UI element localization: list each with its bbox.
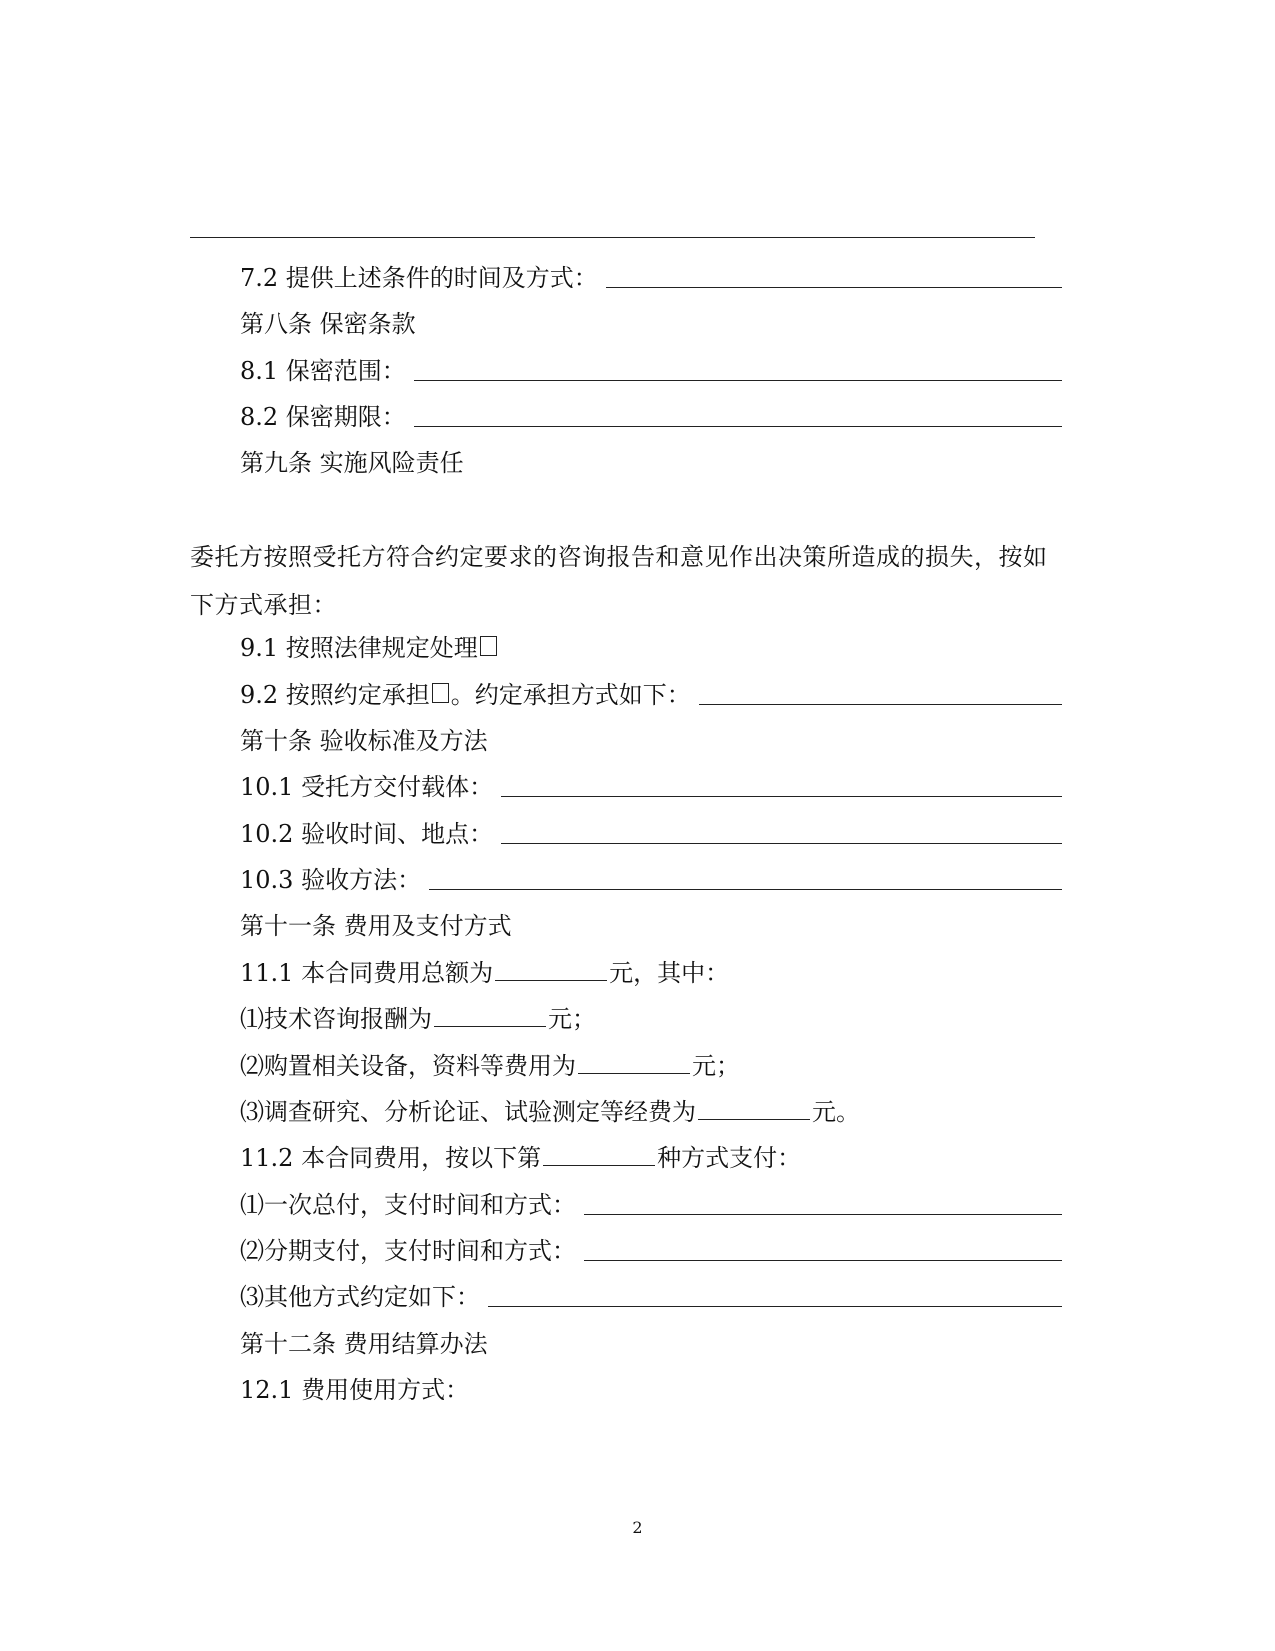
fee-item-3-label: ⑶调查研究、分析论证、试验测定等经费为	[240, 1098, 696, 1126]
clause-9-1	[240, 632, 1062, 664]
article-12-title	[240, 1328, 1062, 1360]
clause-9-2-label-b: 。约定承担方式如下：	[450, 681, 691, 709]
payment-1-label: ⑴一次总付，支付时间和方式：	[240, 1191, 576, 1219]
clause-11-2	[240, 1142, 1062, 1174]
clause-9-2-label-a: 9.2 按照约定承担	[240, 681, 430, 709]
payment-2-label: ⑵分期支付，支付时间和方式：	[240, 1237, 576, 1265]
article-10-title-text: 第十条 验收标准及方法	[240, 727, 488, 755]
fee-item-1-blank[interactable]	[434, 1004, 546, 1027]
clause-10-1	[240, 771, 1062, 803]
article-12-title-text: 第十二条 费用结算办法	[240, 1330, 488, 1358]
clause-10-2-fill	[501, 843, 1062, 844]
payment-1	[240, 1189, 1062, 1221]
payment-option-blank[interactable]	[543, 1143, 655, 1166]
payment-3-fill	[488, 1306, 1062, 1307]
total-fee-blank[interactable]	[495, 958, 607, 981]
checkbox-9-1[interactable]	[480, 636, 497, 656]
payment-3-label: ⑶其他方式约定如下：	[240, 1283, 480, 1311]
clause-8-2-fill	[414, 426, 1062, 427]
article-9-title	[240, 447, 1062, 479]
clause-11-1-label: 11.1 本合同费用总额为	[240, 959, 494, 987]
fee-item-3-blank[interactable]	[698, 1097, 810, 1120]
clause-10-2	[240, 818, 1062, 850]
payment-2-fill	[584, 1260, 1062, 1261]
article-10-title	[240, 725, 1062, 757]
risk-paragraph: 委托方按照受托方符合约定要求的咨询报告和意见作出决策所造成的损失，按如下方式承担：	[190, 543, 1048, 619]
top-fill-line	[190, 237, 1035, 238]
fee-item-1-suffix: 元；	[548, 1005, 596, 1033]
article-8-title	[240, 308, 1062, 340]
clause-10-3	[240, 864, 1062, 896]
checkbox-9-2[interactable]	[432, 683, 449, 703]
clause-8-2	[240, 401, 1062, 433]
clause-8-1-label: 8.1 保密范围：	[240, 357, 406, 385]
clause-10-1-label: 10.1 受托方交付载体：	[240, 773, 494, 801]
clause-8-1	[240, 355, 1062, 387]
article-9-title-text: 第九条 实施风险责任	[240, 449, 464, 477]
clause-12-1	[240, 1374, 1062, 1406]
clause-11-2-suffix: 种方式支付：	[657, 1144, 802, 1172]
article-11-title	[240, 910, 1062, 942]
fee-item-2-suffix: 元；	[692, 1052, 740, 1080]
clause-10-1-fill	[501, 796, 1062, 797]
payment-2	[240, 1235, 1062, 1267]
clause-9-1-label: 9.1 按照法律规定处理	[240, 634, 478, 662]
article-11-title-text: 第十一条 费用及支付方式	[240, 912, 512, 940]
clause-9-2	[240, 679, 1062, 711]
fee-item-2-blank[interactable]	[578, 1051, 690, 1074]
fee-item-1	[240, 1003, 1062, 1035]
fee-item-3-suffix: 元。	[812, 1098, 860, 1126]
clause-8-2-label: 8.2 保密期限：	[240, 403, 406, 431]
clause-8-1-fill	[414, 380, 1062, 381]
fee-item-2-label: ⑵购置相关设备，资料等费用为	[240, 1052, 576, 1080]
fee-item-3	[240, 1096, 1062, 1128]
clause-11-2-label: 11.2 本合同费用，按以下第	[240, 1144, 542, 1172]
clause-12-1-label: 12.1 费用使用方式：	[240, 1376, 470, 1404]
clause-11-1	[240, 957, 1062, 989]
clause-10-2-label: 10.2 验收时间、地点：	[240, 820, 494, 848]
payment-3	[240, 1281, 1062, 1313]
clause-11-1-suffix: 元，其中：	[609, 959, 730, 987]
clause-10-3-label: 10.3 验收方法：	[240, 866, 422, 894]
fee-item-1-label: ⑴技术咨询报酬为	[240, 1005, 432, 1033]
clause-7-2-fill	[606, 287, 1062, 288]
page-number: 2	[632, 1518, 643, 1537]
fee-item-2	[240, 1050, 1062, 1082]
clause-7-2-label: 7.2 提供上述条件的时间及方式：	[240, 264, 598, 292]
article-8-title-text: 第八条 保密条款	[240, 310, 416, 338]
clause-9-2-fill	[699, 704, 1062, 705]
payment-1-fill	[584, 1214, 1062, 1215]
clause-10-3-fill	[429, 889, 1062, 890]
clause-7-2	[240, 262, 1062, 294]
